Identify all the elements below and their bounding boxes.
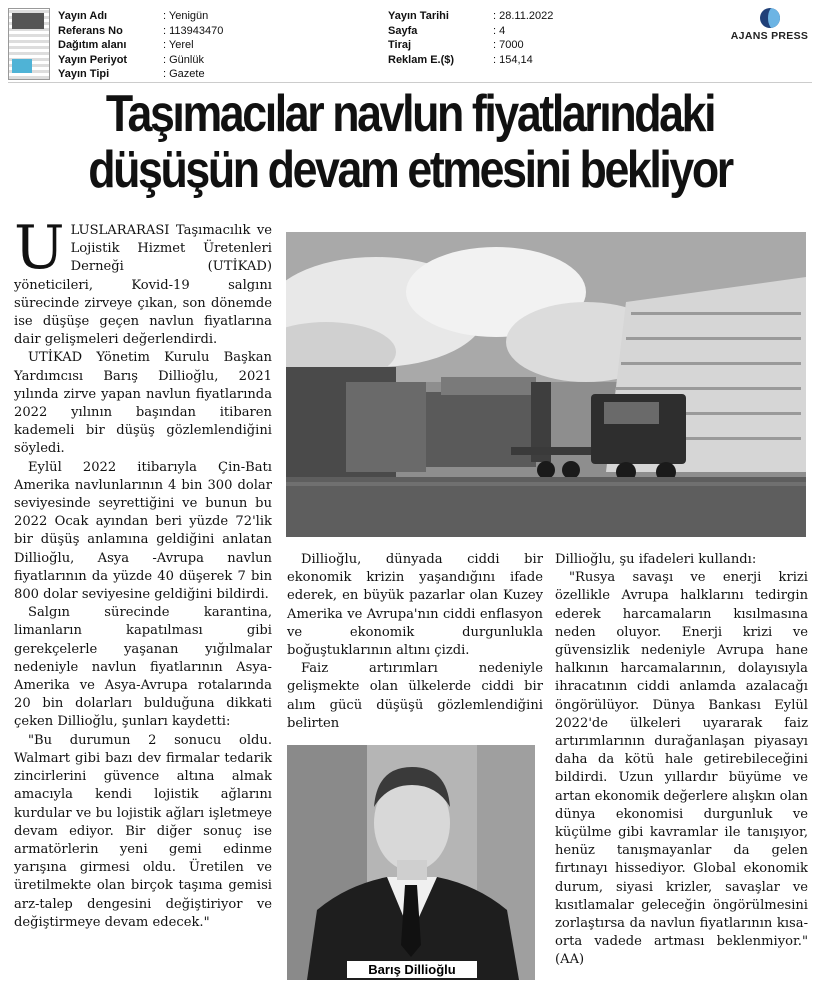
meta-value: : Yenigün: [163, 10, 209, 22]
meta-labels-left: [58, 9, 168, 82]
page-thumbnail: [8, 8, 50, 80]
clipping-header: [0, 0, 820, 80]
meta-label: Sayfa: [388, 24, 418, 37]
meta-label: Tiraj: [388, 39, 412, 51]
ajans-press-logo-icon: [760, 8, 780, 28]
drop-cap: U: [14, 213, 65, 283]
paragraph: Dillioğlu, şu ifadeleri kullandı:: [555, 552, 757, 567]
article-headline: [66, 86, 754, 198]
meta-value: : 7000: [493, 39, 524, 51]
paragraph: UTİKAD Yönetim Kurulu Başkan Yardımcısı Barış Dillioğlu, 2021 yılında zirve yapan navlun fiyatlarında 2022 yılının başından itibaren kademeli bir düşüş gözlemlendiğini söyledi.: [14, 350, 272, 457]
truck-port-photo: [286, 232, 806, 537]
truck-port-photo-image: [286, 232, 806, 537]
header-divider: [8, 82, 812, 83]
article-column-2: [287, 551, 543, 733]
meta-label: Yayın Tarihi: [388, 10, 449, 22]
paragraph: "Rusya savaşı ve enerji krizi özellikle Avrupa halklarını tedirgin ederek harcamaların kısılmasına neden oluyor. Enerji krizi ve güvensizlik nedeniyle Avrupa hane halkının harcamalarının, dolayısıyla ihracatının ciddi anlamda azalacağı öngörülüyor. Dünya Bankası Eylül 2022'de ülkeleri uyararak faiz artırımlarının durağanlaşan piyasayı daha da kötü hale getirebileceğini bildirdi. Uzun yıllardır büyüme ve artan ekonomik değerlere alışkın olan dünya ekonomisi durgunluk ve küçülme gibi kavramlar ile tanışıyor, henüz tanışmayanlar da gelen fırtınayı hissediyor. Global ekonomik durum, siyasi krizler, savaşlar ve kısıtlamalar geleceğin öngörülmesini zorlaştırsa da navlun fiyatlarının kısa-orta vadede artması beklenmiyor." (AA): [555, 570, 808, 968]
meta-label: Referans No: [58, 24, 123, 37]
meta-label: Yayın Periyot: [58, 53, 128, 66]
meta-value: : Günlük: [163, 53, 204, 66]
headline-line-1: Taşımacılar navlun fiyatlarındaki: [105, 85, 715, 143]
paragraph: Dillioğlu, dünyada ciddi bir ekonomik krizin yaşandığını ifade ederek, en büyük pazarlar olan Kuzey Amerika ve Avrupa'nın ciddi enflasyon ve ekonomik durgunlukla boğuştuklarının altını çizdi.: [287, 552, 543, 659]
article-column-1: [14, 213, 272, 932]
paragraph: LUSLARARASI Taşımacılık ve Lojistik Hizmet Üretenleri Derneği (UTİKAD) yöneticileri, Kovid-19 salgını sürecinde zirveye çıkan, son dönemde ise düşüşe geçen navlun fiyatlarına dair gelişmeleri değerlendirdi.: [14, 223, 272, 348]
headline-line-2: düşüşün devam etmesini bekliyor: [88, 141, 732, 199]
paragraph: Eylül 2022 itibarıyla Çin-Batı Amerika navlunlarının 4 bin 300 dolar seviyesinde seyrettiğini ve bunun bu 2022 Ocak ayından beri yüzde 72'lik bir düşüş anlamına geldiğini anlatan Dillioğlu, Asya -Avrupa navlun fiyatlarının da yüzde 40 düşerek 7 bin 800 dolar seviyesine geldiğini bildirdi.: [14, 459, 272, 603]
meta-value: : Gazete: [163, 68, 205, 80]
meta-value: : 28.11.2022: [493, 10, 554, 22]
meta-value: : 4: [493, 24, 506, 37]
meta-value: : 113943470: [163, 24, 224, 37]
portrait-photo: [287, 745, 535, 980]
ajans-press-logo: [722, 8, 817, 48]
meta-value: : Yerel: [163, 39, 194, 51]
meta-label: Yayın Adı: [58, 10, 108, 22]
meta-values-left: [163, 9, 313, 82]
meta-value: : 154,14: [493, 53, 533, 66]
meta-label: Yayın Tipi: [58, 68, 110, 80]
article-column-3: [555, 551, 808, 970]
photo-caption: Barış Dillioğlu: [347, 961, 477, 978]
meta-labels-right: [388, 9, 498, 67]
logo-text: AJANS PRESS: [730, 30, 809, 42]
meta-label: Dağıtım alanı: [58, 39, 127, 51]
meta-label: Reklam E.($): [388, 53, 455, 66]
portrait-photo-image: [287, 745, 535, 980]
paragraph: Salgın sürecinde karantina, limanların kapatılması gibi gerekçelerle yaşanan yığılmalar nedeniyle navlun fiyatlarının Asya-Amerika ve Asya-Avrupa rotalarında 20 bin dolarları bulduğuna dikkati çeken Dillioğlu, şunları kaydetti:: [14, 605, 272, 730]
meta-values-right: [493, 9, 613, 67]
paragraph: "Bu durumun 2 sonucu oldu. Walmart gibi bazı dev firmalar tedarik zincirlerini güvence altına almak amacıyla kendi lojistik ağlarını kurdular ve bu lojistik ağları işletmeye devam ediyor. Bir diğer sonuç ise armatörlerin yeni gemi edinme yarışına girmesi oldu. Üretilen ve üretilmekte olan birçok taşıma gemisi arz-talep dengesini değiştiriyor ve değiştirmeye devam edecek.": [14, 732, 272, 930]
paragraph: Faiz artırımları nedeniyle gelişmekte olan ülkelerde ciddi bir alım gücü düşüşü gözlemlendiğini belirten: [287, 661, 543, 731]
